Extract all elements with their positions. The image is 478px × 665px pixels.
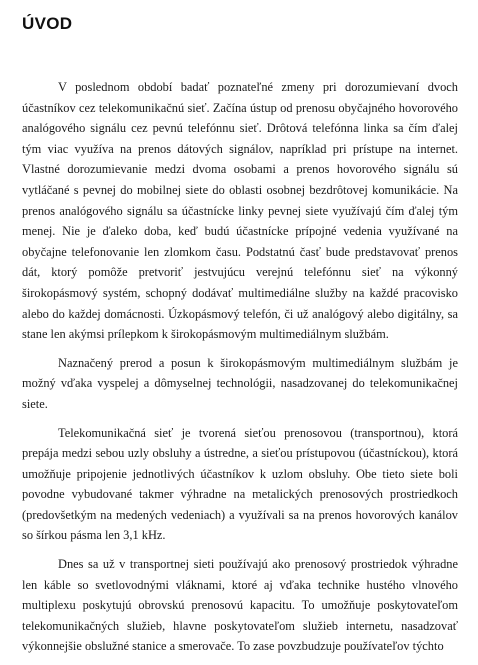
section-heading: ÚVOD [22,14,73,33]
paragraph: Naznačený prerod a posun k širokopásmovým multimediálnym službám je možný vďaka vyspelej a dômyselnej technológii, nasadzovanej do telekomunikačnej siete. [22,355,458,411]
paragraph: Telekomunikačná sieť je tvorená sieťou prenosovou (transportnou), ktorá prepája medzi sebou uzly obsluhy a ústredne, a sieťou prístupovou (účastníckou), ktorá umožňuje pripojenie jednotlivých účastníkov k uzlom obsluhy. Obe tieto siete boli povodne vybudované takmer výhradne na metalických prenosových prostriedkoch (predovšetkým na medených vedeniach) a využívali sa na prenos hovorových kanálov so šírkou pásma len 3,1 kHz. [22,425,458,543]
paragraph: V poslednom období badať poznateľné zmeny pri dorozumievaní dvoch účastníkov cez telekomunikačnú sieť. Začína ústup od prenosu obyčajného hovorového analógového signálu cez pevnú telefónnu sieť. Drôtová telefónna linka sa čím ďalej tým viac využíva na prenos dátových signálov, napríklad pri prístupe na internet. Vlastné dorozumievanie medzi dvoma osobami a prenos hovorového signálu sú vytláčané s pevnej do mobilnej siete do oblasti osobnej bezdrôtovej komunikácie. Na prenos analógového signálu sa účastnícke linky pevnej siete využívajú čím ďalej tým menej. Nie je ďaleko doba, keď budú účastnícke prípojné vedenia využívané na obyčajne telefonovanie len zlomkom času. Podstatnú časť bude predstavovať prenos dát, ktorý pomôže pretvoriť jestvujúcu verejnú telefónnu sieť na výkonný širokopásmový systém, schopný dodávať multimediálne služby na každé pracovisko alebo do každej domácnosti. Úzkopásmový telefón, či už analógový alebo digitálny, sa stane len akýmsi prílepkom k širokopásmovým multimediálnym službám. [22,80,458,342]
paragraph: Dnes sa už v transportnej sieti používajú ako prenosový prostriedok výhradne len káble so svetlovodnými vláknami, ktoré aj vďaka technike hustého vlnového multiplexu poskytujú obrovskú prenosovú kapacitu. To umožňuje poskytovateľom telekomunikačných služieb, hlavne poskytovateľom služieb internetu, nasadzovať výkonnejšie obslužné stanice a smerovače. To zase povzbudzuje používateľov týchto [22,557,458,654]
body-text [22,77,458,665]
